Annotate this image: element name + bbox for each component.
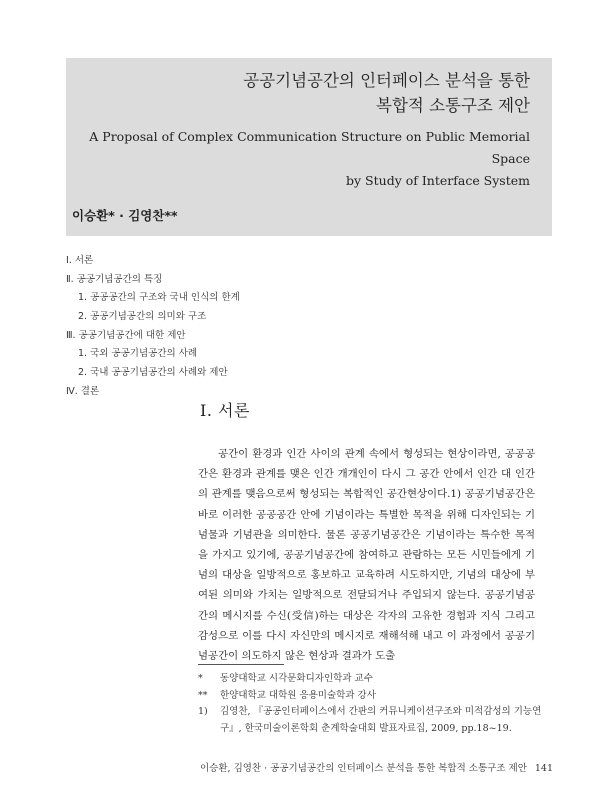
title-header-box	[66, 58, 552, 236]
korean-title-line-1: 공공기념공간의 인터페이스 분석을 통한	[243, 71, 530, 90]
footnote-text: 김영찬, 『공공인터페이스에서 간판의 커뮤니케이션구조와 미적감성의 기능연구』, 한국미술이론학회 춘계학술대회 발표자료집, 2009, pp.18~19.	[220, 706, 542, 734]
footnote-divider	[198, 664, 284, 665]
toc-item: 2. 공공기념공간의 의미와 구조	[78, 311, 207, 323]
toc-item: 1. 국외 공공기념공간의 사례	[78, 348, 198, 360]
toc-item: Ⅰ. 서론	[66, 255, 94, 266]
section-heading: Ⅰ. 서론	[200, 401, 250, 420]
page-number: 141	[534, 763, 554, 774]
body-paragraph: 공간이 환경과 인간 사이의 관계 속에서 형성되는 현상이라면, 공공공간은 환경과 관계를 맺은 인간 개개인이 다시 그 공간 안에서 인간 대 인간의 관계를 맺음으로써 형성되는 복합적인 공간현상이다.1) 공공기념공간은 바로 이러한 공공공간 안에 기념이라는 특별한 목적을 위해 디자인되는 기념물과 기념관을 의미한다. 물론 공공기념공간은 기념이라는 특수한 목적을 가지고 있기에, 공공기념공간에 참여하고 관람하는 모든 시민들에게 기념의 대상을 일방적으로 홍보하고 교육하려 시도하지만, 기념의 대상에 부여된 의미와 가치는 일방적으로 전달되거나 주입되지 않는다. 공공기념공간의 메시지를 수신(受信)하는 대상은 각자의 고유한 경험과 지식 그리고 감성으로 이를 다시 자신만의 메시지로 재해석해 내고 이 과정에서 공공기념공간이 의도하지 않은 현상과 결과가 도출	[198, 448, 535, 663]
footnote-text: 한양대학교 대학원 응용미술학과 강사	[220, 689, 376, 701]
english-title	[50, 126, 530, 192]
korean-title-line-2: 복합적 소통구조 제안	[376, 96, 530, 115]
footnote	[198, 688, 548, 705]
authors: 이승환* · 김영찬**	[72, 208, 178, 223]
toc-item: Ⅲ. 공공기념공간에 대한 제안	[66, 329, 186, 341]
footnotes	[198, 671, 548, 737]
running-title: 이승환, 김영찬 · 공공기념공간의 인터페이스 분석을 통한 복합적 소통구조 제안	[200, 763, 527, 774]
table-of-contents	[66, 252, 240, 402]
english-title-line-2: by Study of Interface System	[346, 173, 530, 188]
english-title-line-1: A Proposal of Complex Communication Structure on Public Memorial Space	[89, 129, 530, 166]
toc-item: 1. 공공공간의 구조와 국내 인식의 한계	[78, 292, 240, 304]
footnote-mark: *	[198, 673, 203, 684]
footnote	[198, 704, 548, 737]
footnote-mark: 1)	[198, 706, 208, 717]
toc-item: Ⅳ. 결론	[66, 385, 100, 397]
footnote-text: 동양대학교 시각문화디자인학과 교수	[220, 673, 373, 684]
toc-item: Ⅱ. 공공기념공간의 특징	[66, 273, 163, 285]
footnote	[198, 671, 548, 688]
korean-title	[243, 68, 530, 118]
page-footer	[200, 760, 554, 774]
footnote-mark: **	[198, 689, 208, 701]
toc-item: 2. 국내 공공기념공간의 사례와 제안	[78, 367, 228, 379]
